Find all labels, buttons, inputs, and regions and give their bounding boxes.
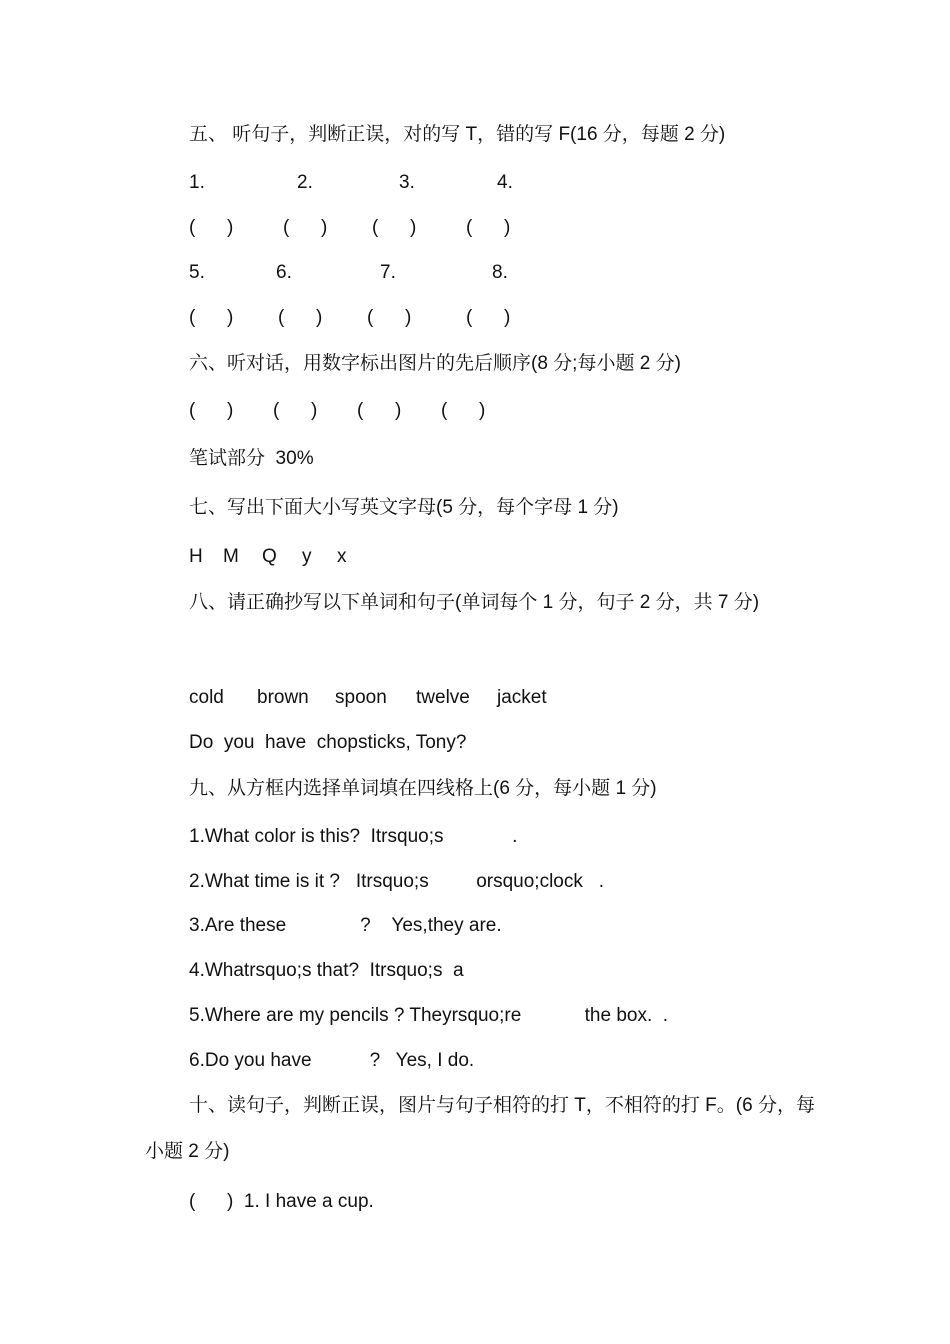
order-blank-3: ( ) <box>357 400 402 421</box>
fill-question-2: 2.What time is it ? Itrsquo;s orsquo;clock . <box>189 871 604 892</box>
order-blank-2: ( ) <box>273 400 318 421</box>
letter-M: M <box>223 546 239 567</box>
letter-y: y <box>302 546 312 567</box>
answer-blank-6: ( ) <box>278 307 323 328</box>
section-7-title: 七、写出下面大小写英文字母(5 分，每个字母 1 分) <box>189 497 619 518</box>
section-8-title: 八、请正确抄写以下单词和句子(单词每个 1 分，句子 2 分，共 7 分) <box>189 592 760 613</box>
order-blank-1: ( ) <box>189 400 234 421</box>
copy-word-spoon: spoon <box>335 687 387 708</box>
letter-Q: Q <box>262 546 277 567</box>
item-number-1: 1. <box>189 172 205 193</box>
copy-word-brown: brown <box>257 687 309 708</box>
item-number-3: 3. <box>399 172 415 193</box>
answer-blank-4: ( ) <box>466 217 511 238</box>
item-number-4: 4. <box>497 172 513 193</box>
written-part-heading: 笔试部分 30% <box>189 448 314 469</box>
item-number-8: 8. <box>492 262 508 283</box>
item-number-7: 7. <box>380 262 396 283</box>
letter-H: H <box>189 546 203 567</box>
letter-x: x <box>337 546 347 567</box>
order-blank-4: ( ) <box>441 400 486 421</box>
copy-sentence: Do you have chopsticks, Tony? <box>189 732 467 753</box>
section-10-title: 十、读句子，判断正误，图片与句子相符的打 T，不相符的打 F。(6 分，每小题 2 分) <box>145 1095 815 1162</box>
answer-blank-7: ( ) <box>367 307 412 328</box>
judge-question-1: ( ) 1. I have a cup. <box>189 1191 374 1212</box>
copy-word-jacket: jacket <box>497 687 547 708</box>
fill-question-3: 3.Are these ? Yes,they are. <box>189 915 502 936</box>
answer-blank-8: ( ) <box>466 307 511 328</box>
fill-question-6: 6.Do you have ? Yes, I do. <box>189 1050 475 1071</box>
copy-word-cold: cold <box>189 687 224 708</box>
fill-question-5: 5.Where are my pencils ? Theyrsquo;re the box. . <box>189 1005 669 1026</box>
section-9-title: 九、从方框内选择单词填在四线格上(6 分，每小题 1 分) <box>189 778 657 799</box>
item-number-5: 5. <box>189 262 205 283</box>
fill-question-4: 4.Whatrsquo;s that? Itrsquo;s a <box>189 960 464 981</box>
section-5-title: 五、 听句子，判断正误，对的写 T，错的写 F(16 分，每题 2 分) <box>189 124 726 145</box>
answer-blank-3: ( ) <box>372 217 417 238</box>
answer-blank-5: ( ) <box>189 307 234 328</box>
answer-blank-2: ( ) <box>283 217 328 238</box>
item-number-2: 2. <box>297 172 313 193</box>
copy-word-twelve: twelve <box>416 687 470 708</box>
section-6-title: 六、听对话，用数字标出图片的先后顺序(8 分;每小题 2 分) <box>189 353 681 374</box>
item-number-6: 6. <box>276 262 292 283</box>
answer-blank-1: ( ) <box>189 217 234 238</box>
fill-question-1: 1.What color is this? Itrsquo;s . <box>189 826 518 847</box>
